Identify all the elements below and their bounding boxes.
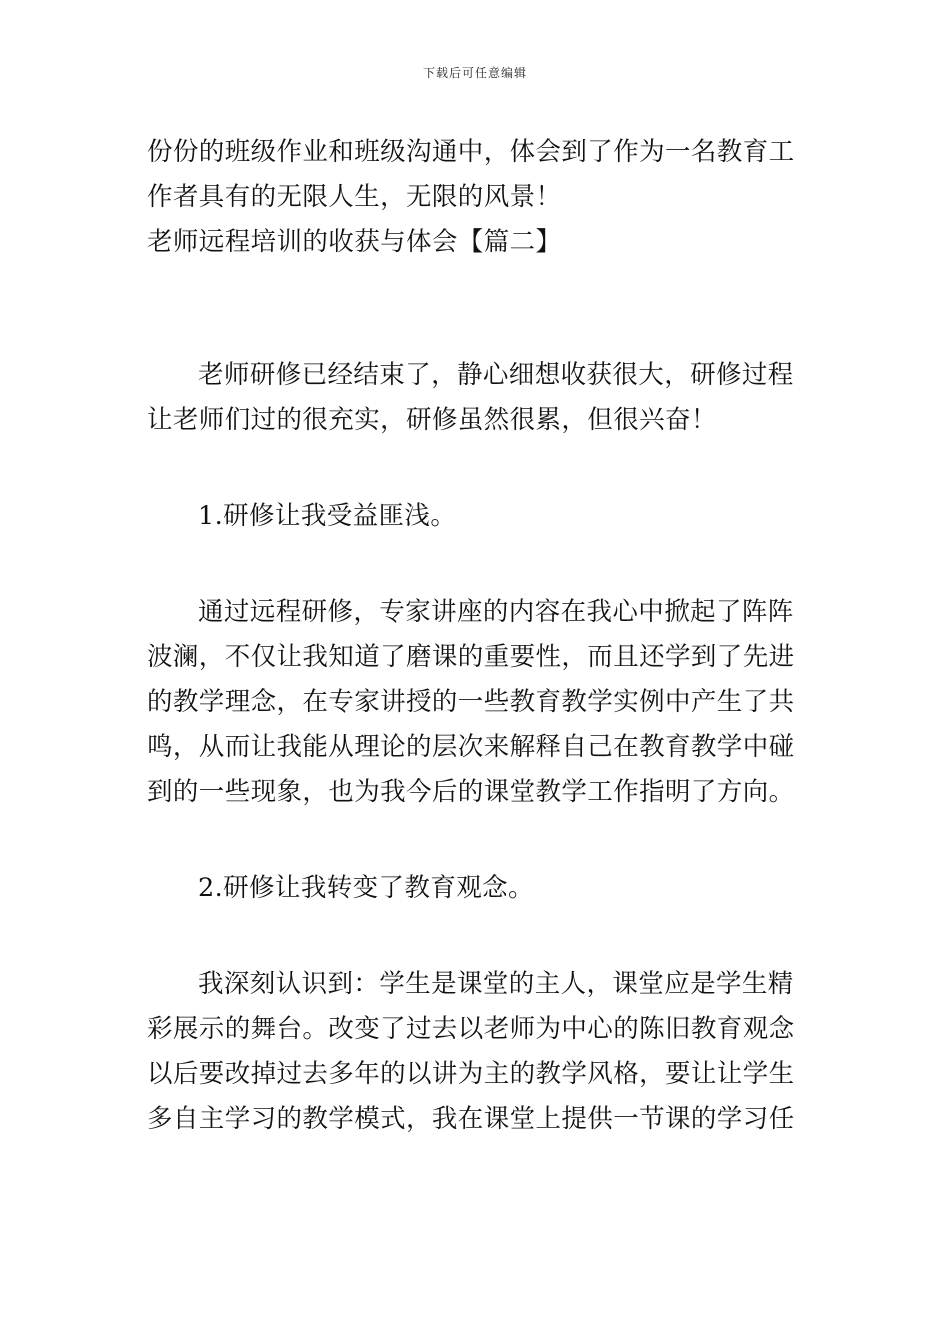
text-line: 份份的班级作业和班级沟通中，体会到了作为一名教育工 xyxy=(147,137,795,167)
text-line: 通过远程研修，专家讲座的内容在我心中掀起了阵阵 xyxy=(198,597,794,627)
text-line: 以后要改掉过去多年的以讲为主的教学风格，要让让学生 xyxy=(147,1059,795,1089)
paragraph-point-1 xyxy=(147,590,815,815)
paragraph-point-2 xyxy=(147,962,815,1142)
section-heading: 老师远程培训的收获与体会【篇二】 xyxy=(147,227,562,257)
text-line: 多自主学习的教学模式，我在课堂上提供一节课的学习任 xyxy=(147,1104,795,1134)
point-heading-1: 1.研修让我受益匪浅。 xyxy=(198,501,457,531)
text-line: 到的一些现象，也为我今后的课堂教学工作指明了方向。 xyxy=(147,777,795,807)
text-line: 鸣，从而让我能从理论的层次来解释自己在教育教学中碰 xyxy=(147,732,795,762)
text-line: 作者具有的无限人生，无限的风景！ xyxy=(147,182,562,212)
text-line: 老师研修已经结束了，静心细想收获很大，研修过程 xyxy=(198,360,794,390)
page-header: 下载后可任意编辑 xyxy=(422,66,527,80)
point-heading-2: 2.研修让我转变了教育观念。 xyxy=(198,873,534,903)
text-line: 波澜，不仅让我知道了磨课的重要性，而且还学到了先进 xyxy=(147,642,795,672)
text-line: 我深刻认识到：学生是课堂的主人，课堂应是学生精 xyxy=(198,969,794,999)
paragraph-intro xyxy=(147,353,815,443)
text-line: 的教学理念，在专家讲授的一些教育教学实例中产生了共 xyxy=(147,687,795,717)
document-body xyxy=(147,130,815,1142)
text-line: 让老师们过的很充实，研修虽然很累，但很兴奋！ xyxy=(147,405,717,435)
paragraph-continuation xyxy=(147,130,815,220)
text-line: 彩展示的舞台。改变了过去以老师为中心的陈旧教育观念 xyxy=(147,1014,795,1044)
